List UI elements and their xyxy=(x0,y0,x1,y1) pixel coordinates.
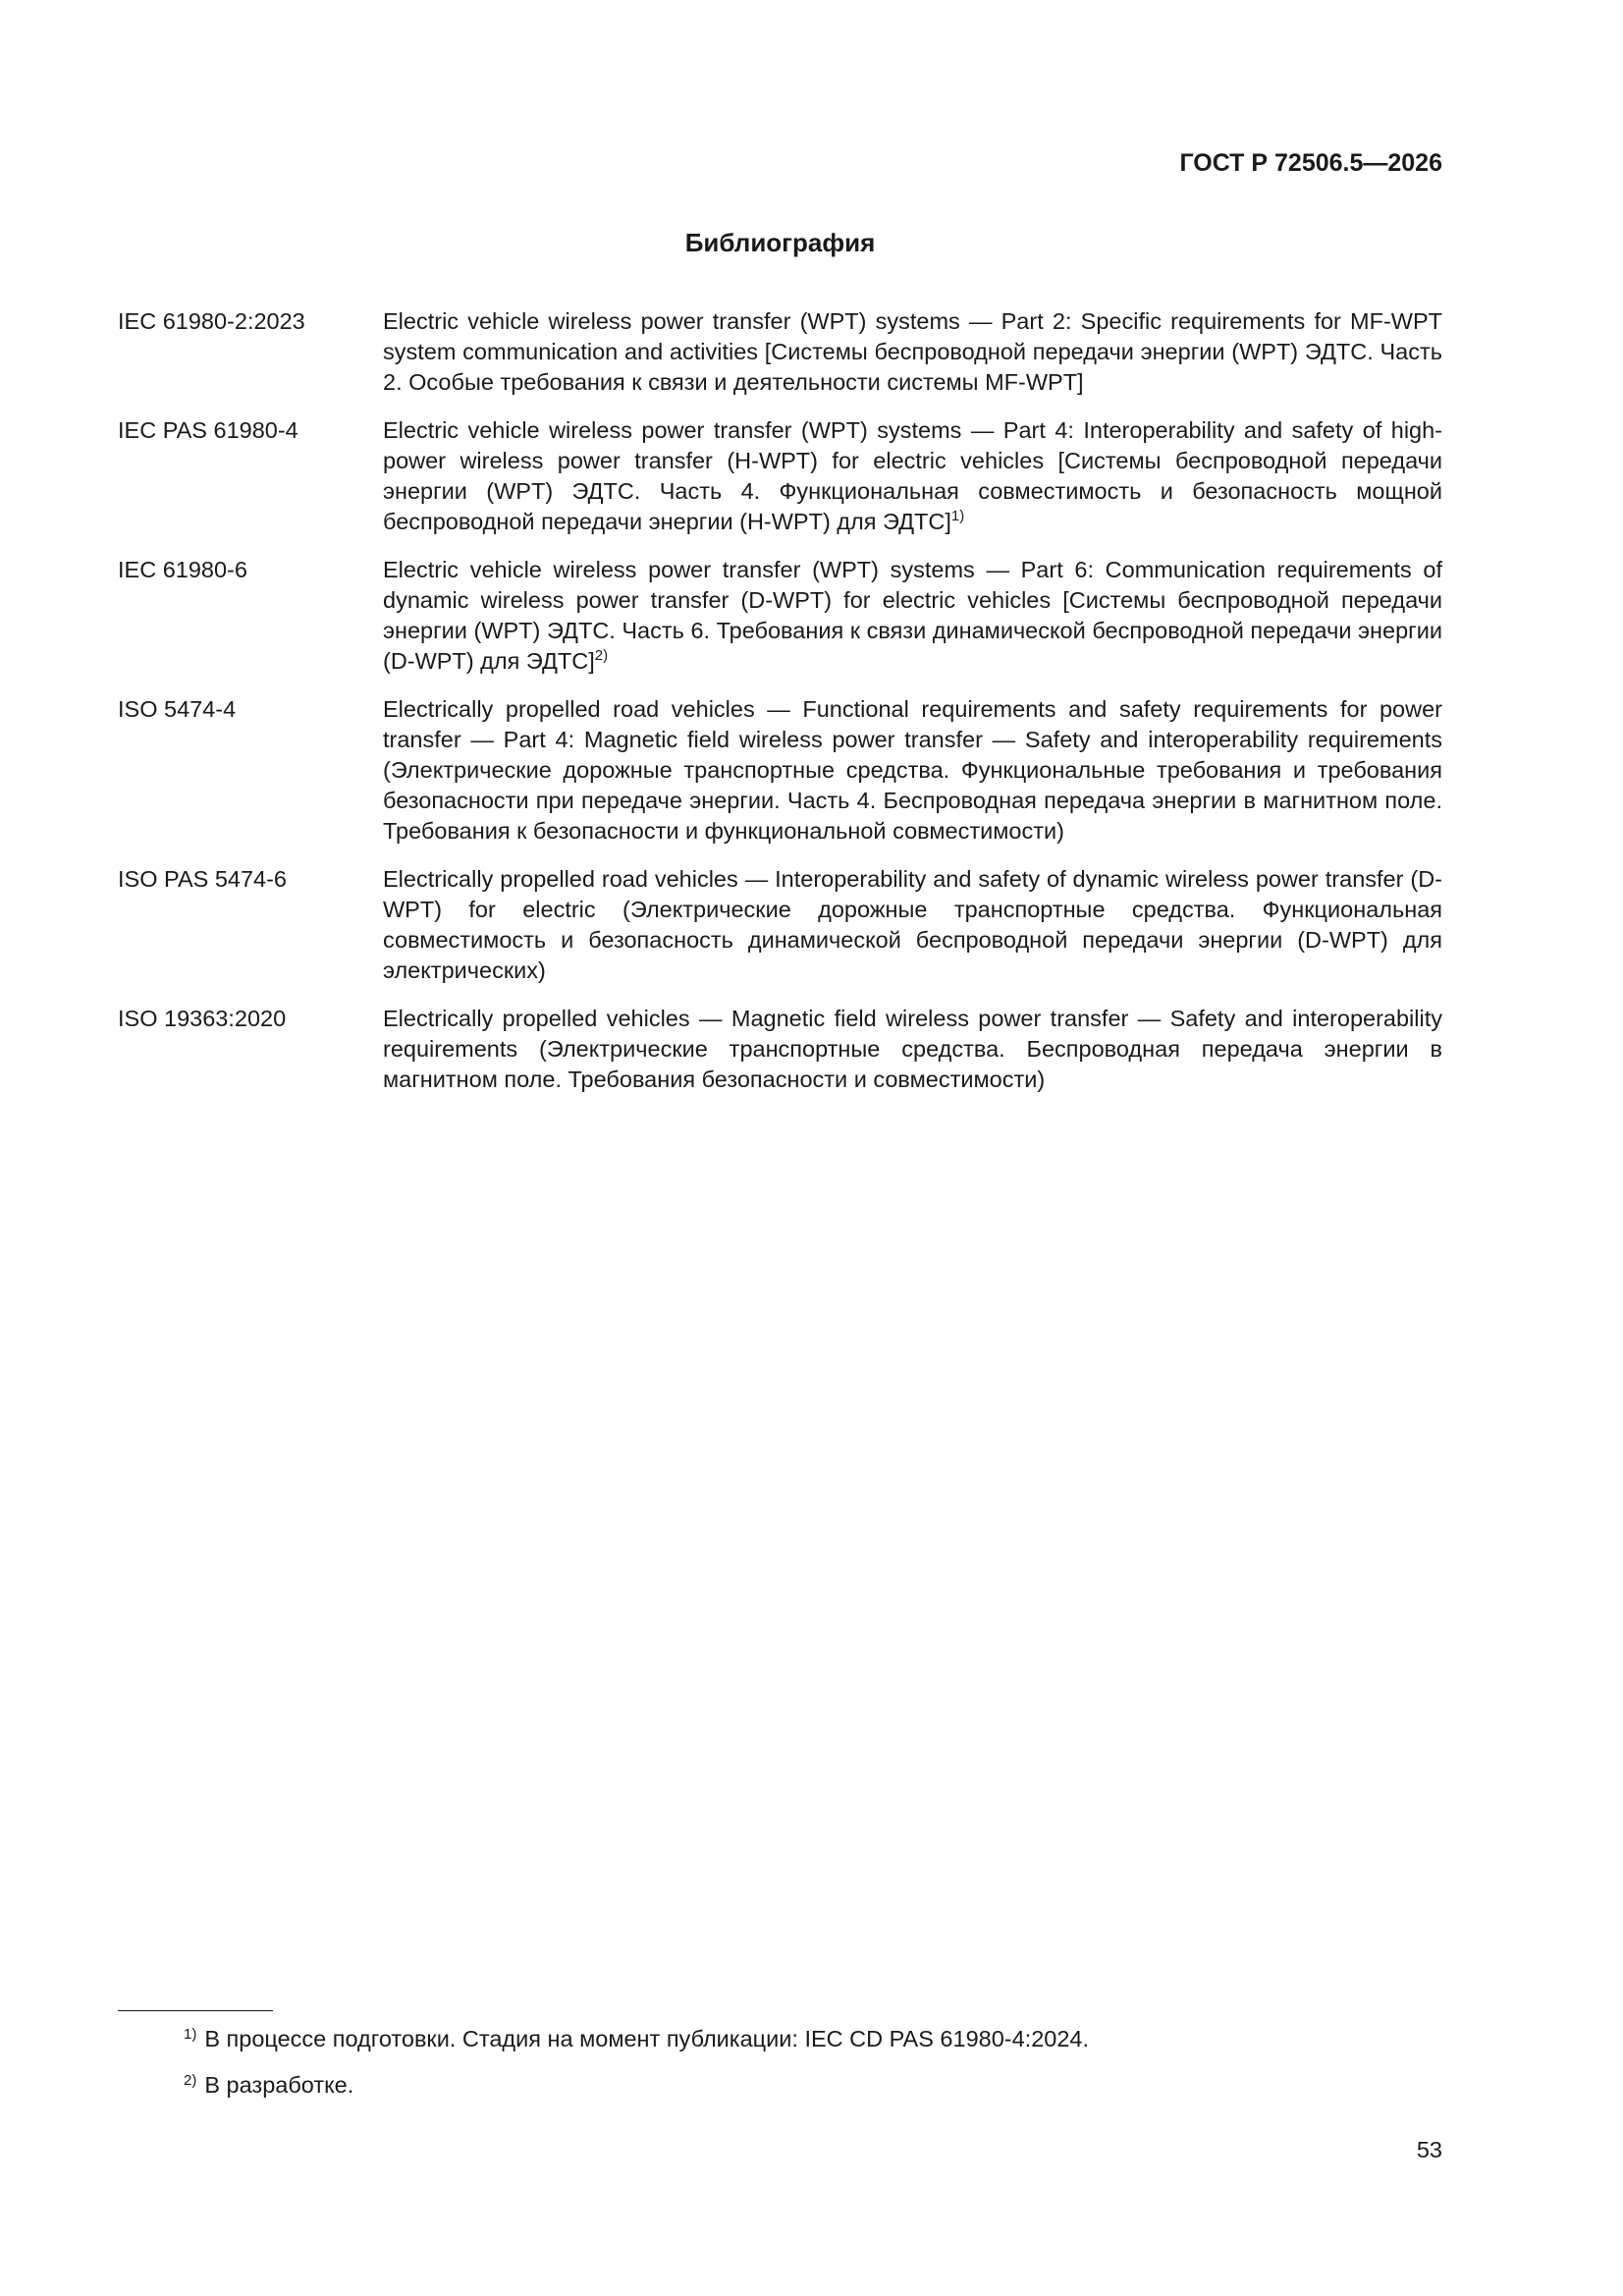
footnotes xyxy=(184,2019,1460,2111)
reference-text: Electric vehicle wireless power transfer (WPT) systems — Part 4: Interoperability and safety of high-power wireless power transfer (H-WPT) for electric vehicles [Системы беспроводной передачи энергии (WPT) ЭДТС. Часть 4. Функциональная совместимость и безопасность мощной беспроводной передачи энергии (H-WPT) для ЭДТС]$^{1)}$ xyxy=(383,417,1442,534)
footnote-ref[interactable]: 2) xyxy=(594,647,609,665)
reference-text: Electrically propelled road vehicles — Functional requirements and safety requirements for power transfer — Part 4: Magnetic field wireless power transfer — Safety and interoperability requirements (Электрические дорожные транспортные средства. Функциональные требования и требования безопасности при передаче энергии. Часть 4. Беспроводная передача энергии в магнитном поле. Требования к безопасности и функциональной совместимости) xyxy=(383,696,1442,844)
bibliography-title: Библиография xyxy=(684,228,876,257)
reference-text: Electric vehicle wireless power transfer (WPT) systems — Part 2: Specific requirements for MF-WPT system communication and activities [Системы беспроводной передачи энергии (WPT) ЭДТС. Часть 2. Особые требования к связи и деятельности системы MF-WPT] xyxy=(383,308,1442,395)
footnote-mark: 2) xyxy=(184,2072,197,2089)
reference-text: Electric vehicle wireless power transfer (WPT) systems — Part 6: Communication requirements of dynamic wireless power transfer (D-WPT) for electric vehicles [Системы беспроводной передачи энергии (WPT) ЭДТС. Часть 6. Требования к связи динамической беспроводной передачи энергии (D-WPT) для ЭДТС]$^{2)}$ xyxy=(383,557,1442,674)
bibliography-entry xyxy=(118,694,1442,847)
bibliography-entry xyxy=(118,415,1442,537)
reference-text: Electrically propelled road vehicles — Interoperability and safety of dynamic wireless power transfer (D-WPT) for electric (Электрические дорожные транспортные средства. Функциональная совместимость и безопасность динамической беспроводной передачи энергии (D-WPT) для электрических) xyxy=(383,866,1442,983)
reference-code: ISO PAS 5474-6 xyxy=(118,866,287,892)
reference-code: IEC PAS 61980-4 xyxy=(118,417,298,443)
bibliography-entry xyxy=(118,1004,1442,1095)
footnote xyxy=(184,2019,1460,2054)
footnote-separator xyxy=(118,2010,273,2011)
reference-code: IEC 61980-6 xyxy=(118,557,247,582)
reference-text: Electrically propelled vehicles — Magnetic field wireless power transfer — Safety and interoperability requirements (Электрические транспортные средства. Беспроводная передача энергии в магнитном поле. Требования безопасности и совместимости) xyxy=(383,1006,1442,1092)
reference-code: ISO 19363:2020 xyxy=(118,1006,287,1031)
bibliography-entry xyxy=(118,306,1442,398)
footnote-text: В разработке. xyxy=(204,2072,354,2098)
reference-code: ISO 5474-4 xyxy=(118,696,237,722)
footnote-ref[interactable]: 1) xyxy=(950,508,965,525)
footnote xyxy=(184,2065,1460,2101)
footnote-text: В процессе подготовки. Стадия на момент публикации: IEC CD PAS 61980-4:2024. xyxy=(204,2026,1090,2051)
document-code: ГОСТ Р 72506.5—2026 xyxy=(1179,149,1442,177)
bibliography-entry xyxy=(118,864,1442,986)
page-number: 53 xyxy=(1416,2137,1442,2162)
footnote-mark: 1) xyxy=(184,2026,197,2043)
reference-code: IEC 61980-2:2023 xyxy=(118,308,305,334)
bibliography-list xyxy=(118,306,1442,1113)
bibliography-entry xyxy=(118,555,1442,677)
